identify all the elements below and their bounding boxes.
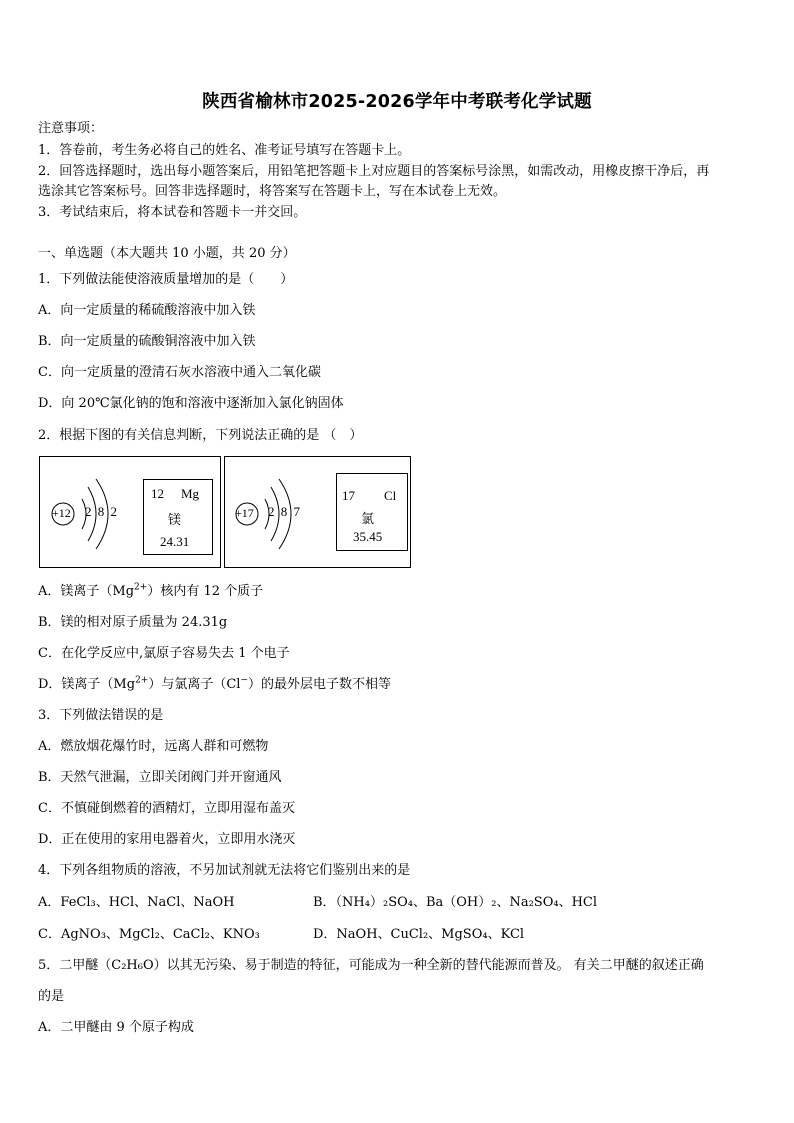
question-5-option-a: A．二甲醚由 9 个原子构成 — [38, 1020, 194, 1035]
question-1-option-c: C．向一定质量的澄清石灰水溶液中通入二氧化碳 — [38, 365, 321, 380]
magnesium-name: 镁 — [168, 512, 182, 527]
question-1-stem: 1．下列做法能使溶液质量增加的是（ ） — [38, 272, 294, 287]
question-3-option-b: B．天然气泄漏，立即关闭阀门并开窗通风 — [38, 770, 282, 785]
question-5-stem-line-1: 5．二甲醚（C₂H₆O）以其无污染、易于制造的特征，可能成为一种全新的替代能源而普及。 有关二甲醚的叙述正确 — [38, 958, 704, 973]
section-heading: 一、单选题（本大题共 10 小题，共 20 分） — [38, 246, 296, 261]
question-2-option-a: A．镁离子$(Mg^{2+})$核内有 12 个质子 — [38, 582, 264, 599]
question-3-option-c: C．不慎碰倒燃着的酒精灯，立即用湿布盖灭 — [38, 801, 295, 816]
question-3-option-d: D．正在使用的家用电器着火，立即用水浇灭 — [38, 832, 296, 847]
question-3-option-a: A．燃放烟花爆竹时，远离人群和可燃物 — [38, 739, 269, 754]
question-2-option-d: D．镁离子$(Mg^{2+})$与氯离子（Cl−）的最外层电子数不相等 — [38, 675, 392, 692]
note-1: 1．答卷前，考生务必将自己的姓名、准考证号填写在答题卡上。 — [38, 143, 411, 158]
magnesium-symbol: Mg — [181, 486, 200, 501]
question-1-option-a: A．向一定质量的稀硫酸溶液中加入铁 — [38, 303, 256, 318]
question-2-option-b: B．镁的相对原子质量为 24.31g — [38, 615, 228, 630]
chlorine-symbol: Cl — [384, 488, 397, 503]
note-2-line-2: 选涂其它答案标号。回答非选择题时，将答案写在答题卡上，写在本试卷上无效。 — [38, 184, 507, 199]
question-4-option-b: B．（NH₄）₂SO₄、Ba（OH）₂、Na₂SO₄、HCl — [313, 895, 598, 910]
chlorine-atomic-mass: 35.45 — [353, 529, 383, 544]
chlorine-atomic-number: 17 — [342, 488, 355, 503]
question-4-option-d: D．NaOH、CuCl₂、MgSO₄、KCl — [313, 927, 525, 942]
note-2-line-1: 2．回答选择题时，选出每小题答案后，用铅笔把答题卡上对应题目的答案标号涂黑，如需改动，用橡皮擦干净后，再 — [38, 164, 710, 179]
magnesium-atomic-number: 12 — [151, 486, 164, 501]
question-2-option-c: C．在化学反应中,氯原子容易失去 1 个电子 — [38, 646, 290, 661]
chlorine-diagram — [224, 456, 411, 568]
page-title: 陕西省榆林市2025-2026学年中考联考化学试题 — [202, 92, 592, 112]
chlorine-shell-electrons: 2 8 7 — [268, 504, 300, 519]
question-4-option-c: C．AgNO₃、MgCl₂、CaCl₂、KNO₃ — [38, 927, 260, 942]
notes-heading: 注意事项： — [38, 121, 104, 136]
question-3-stem: 3．下列做法错误的是 — [38, 708, 164, 723]
question-4-option-a: A．FeCl₃、HCl、NaCl、NaOH — [38, 895, 235, 910]
chlorine-element-card — [336, 473, 408, 551]
magnesium-shell-electrons: 2 8 2 — [85, 504, 117, 519]
question-5-stem-line-2: 的是 — [38, 989, 65, 1004]
chlorine-name: 氯 — [361, 511, 375, 526]
chlorine-nucleus-label: +17 — [235, 506, 254, 520]
note-3: 3．考试结束后，将本试卷和答题卡一并交回。 — [38, 205, 307, 220]
question-2-stem: 2．根据下图的有关信息判断，下列说法正确的是 （ ） — [38, 428, 363, 443]
question-4-stem: 4．下列各组物质的溶液，不另加试剂就无法将它们鉴别出来的是 — [38, 863, 411, 878]
magnesium-diagram — [39, 456, 221, 568]
question-1-option-d: D．向 20℃氯化钠的饱和溶液中逐渐加入氯化钠固体 — [38, 396, 344, 411]
magnesium-atomic-mass: 24.31 — [160, 534, 190, 549]
magnesium-element-card — [143, 479, 213, 555]
magnesium-nucleus-label: +12 — [52, 506, 71, 520]
question-1-option-b: B．向一定质量的硫酸铜溶液中加入铁 — [38, 334, 256, 349]
